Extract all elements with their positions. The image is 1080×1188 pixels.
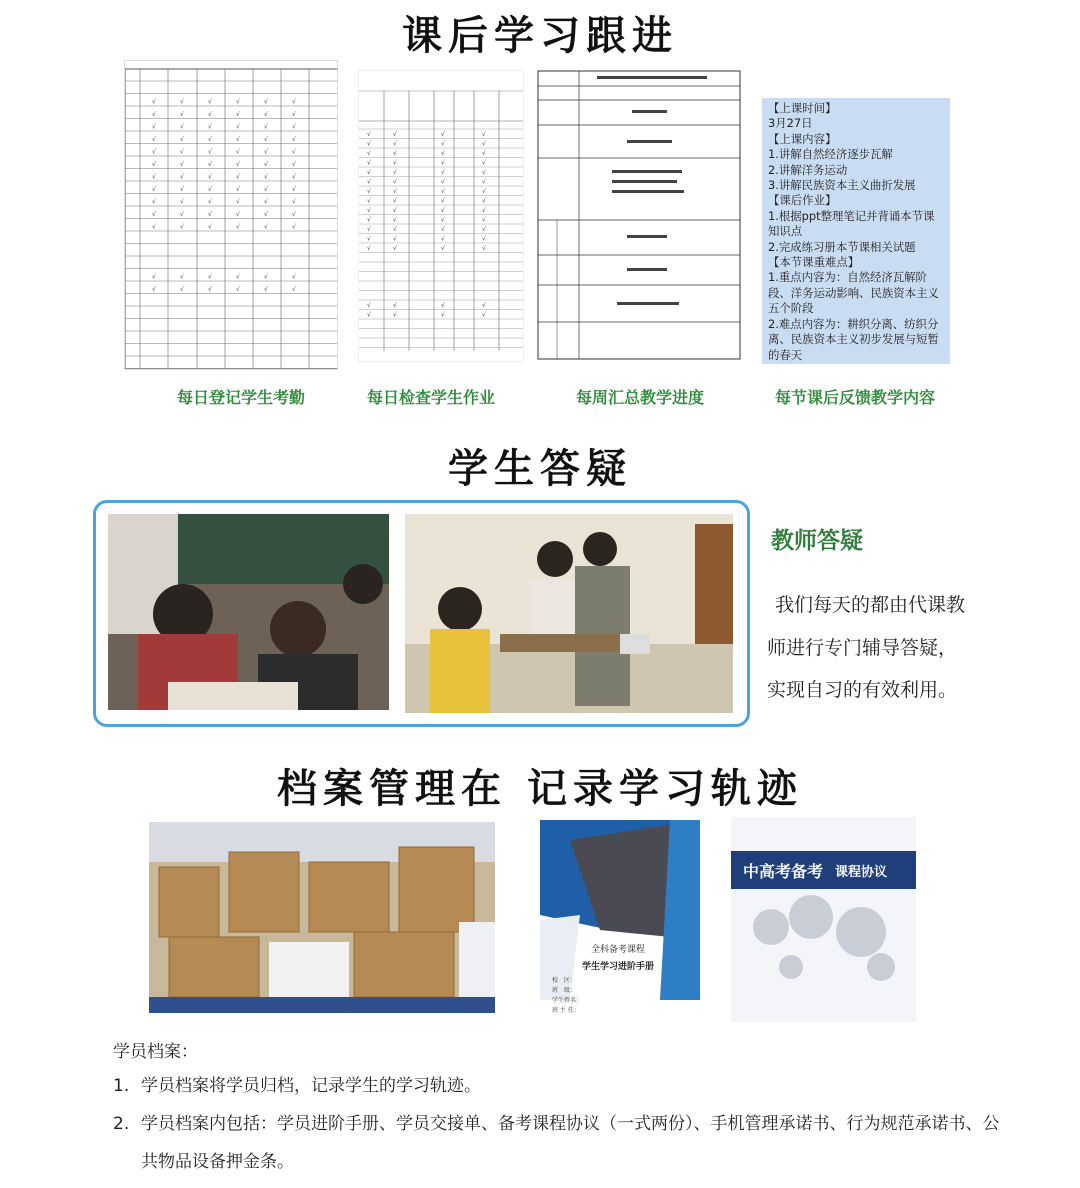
caption-feedback: 每节课后反馈教学内容 — [774, 388, 935, 407]
svg-text:√: √ — [482, 178, 486, 186]
svg-text:√: √ — [292, 273, 296, 281]
handbook-fields — [552, 976, 582, 1016]
classroom-photo-right — [405, 514, 733, 713]
svg-text:√: √ — [180, 161, 184, 168]
svg-text:√: √ — [180, 286, 184, 293]
caption-progress: 每周汇总教学进度 — [575, 388, 704, 407]
svg-text:√: √ — [393, 226, 397, 233]
svg-text:√: √ — [236, 186, 240, 193]
svg-text:√: √ — [236, 211, 240, 218]
svg-text:√: √ — [482, 131, 486, 138]
svg-text:√: √ — [482, 159, 486, 167]
svg-text:√: √ — [264, 186, 268, 193]
svg-text:√: √ — [208, 98, 212, 106]
svg-text:√: √ — [367, 245, 371, 252]
archive-section-title: 档案管理在 记录学习轨迹 — [277, 766, 803, 812]
list-item — [113, 1105, 1013, 1181]
svg-text:√: √ — [208, 286, 212, 293]
svg-text:√: √ — [264, 111, 268, 118]
svg-text:√: √ — [482, 188, 486, 195]
note-line: 【上课内容】 — [768, 131, 837, 146]
svg-text:√: √ — [441, 150, 445, 157]
svg-text:√: √ — [264, 173, 268, 181]
svg-text:√: √ — [208, 123, 212, 131]
svg-text:√: √ — [264, 286, 268, 293]
svg-text:√: √ — [180, 186, 184, 193]
agreement-title-sub: 课程协议 — [835, 865, 888, 880]
svg-text:√: √ — [152, 123, 156, 131]
svg-text:√: √ — [264, 198, 268, 206]
note-line: 1.讲解自然经济逐步瓦解 — [768, 147, 893, 162]
list-number: 1. — [113, 1076, 130, 1096]
svg-text:√: √ — [441, 140, 445, 148]
svg-text:√: √ — [180, 273, 184, 281]
svg-text:√: √ — [152, 161, 156, 168]
svg-text:√: √ — [208, 198, 212, 206]
svg-text:√: √ — [292, 123, 296, 131]
svg-text:√: √ — [482, 150, 486, 157]
note-line: 2.完成练习册本节课相关试题 — [768, 239, 916, 254]
svg-text:√: √ — [152, 223, 156, 231]
svg-text:√: √ — [367, 311, 371, 319]
svg-text:√: √ — [441, 245, 445, 252]
svg-text:√: √ — [441, 311, 445, 319]
svg-text:√: √ — [367, 216, 371, 224]
svg-text:√: √ — [393, 207, 397, 214]
svg-text:√: √ — [180, 223, 184, 231]
list-item — [113, 1067, 1013, 1105]
svg-text:√: √ — [292, 173, 296, 181]
caption-homework: 每日检查学生作业 — [366, 388, 495, 407]
qa-description — [767, 584, 997, 712]
homework-sheet-image — [358, 70, 524, 362]
svg-text:√: √ — [264, 148, 268, 156]
note-line: 3月27日 — [768, 116, 813, 131]
qa-heading: 教师答疑 — [771, 528, 863, 554]
svg-text:√: √ — [208, 148, 212, 156]
svg-text:√: √ — [393, 216, 397, 224]
handbook-field: 校 区： — [552, 977, 577, 984]
svg-text:√: √ — [236, 286, 240, 293]
svg-text:√: √ — [441, 197, 445, 205]
svg-text:√: √ — [482, 216, 486, 224]
note-line: 1.根据ppt整理笔记并背诵本节课知识点 — [768, 208, 935, 239]
svg-text:√: √ — [441, 169, 445, 176]
svg-text:√: √ — [152, 136, 156, 143]
note-line: 2.讲解洋务运动 — [768, 162, 848, 177]
svg-text:√: √ — [292, 136, 296, 143]
svg-text:√: √ — [208, 173, 212, 181]
archive-label: 学员档案： — [113, 1042, 198, 1062]
svg-text:√: √ — [152, 173, 156, 181]
svg-text:√: √ — [152, 273, 156, 281]
attendance-sheet-image — [124, 60, 338, 370]
svg-text:√: √ — [152, 211, 156, 218]
svg-text:√: √ — [393, 169, 397, 176]
svg-text:√: √ — [208, 211, 212, 218]
svg-text:√: √ — [236, 148, 240, 156]
caption-attendance: 每日登记学生考勤 — [176, 388, 305, 407]
svg-text:√: √ — [292, 186, 296, 193]
svg-text:√: √ — [236, 161, 240, 168]
qa-line: 师进行专门辅导答疑， — [767, 636, 958, 659]
svg-text:√: √ — [208, 161, 212, 168]
svg-text:√: √ — [367, 302, 371, 309]
svg-text:√: √ — [208, 136, 212, 143]
svg-text:√: √ — [393, 188, 397, 195]
svg-text:√: √ — [393, 140, 397, 148]
svg-text:√: √ — [236, 111, 240, 118]
svg-text:√: √ — [292, 111, 296, 118]
svg-text:√: √ — [180, 136, 184, 143]
note-line: 2.难点内容为：耕织分离、纺织分离、民族资本主义初步发展与短暂的春天 — [768, 316, 939, 362]
svg-text:√: √ — [152, 286, 156, 293]
list-number: 2. — [113, 1114, 130, 1134]
svg-text:√: √ — [292, 98, 296, 106]
svg-text:√: √ — [482, 235, 486, 243]
svg-text:√: √ — [264, 273, 268, 281]
handbook-field: 班 主 任： — [552, 1007, 580, 1014]
svg-text:√: √ — [208, 273, 212, 281]
svg-text:√: √ — [367, 140, 371, 148]
svg-text:√: √ — [367, 197, 371, 205]
svg-text:√: √ — [236, 98, 240, 106]
svg-text:√: √ — [180, 98, 184, 106]
svg-text:√: √ — [264, 98, 268, 106]
svg-text:√: √ — [393, 302, 397, 309]
svg-text:√: √ — [441, 235, 445, 243]
svg-text:√: √ — [393, 245, 397, 252]
svg-text:√: √ — [393, 235, 397, 243]
svg-text:√: √ — [152, 111, 156, 118]
svg-text:√: √ — [441, 207, 445, 214]
followup-section-title: 课后学习跟进 — [402, 13, 678, 59]
svg-text:√: √ — [367, 178, 371, 186]
svg-text:√: √ — [292, 223, 296, 231]
svg-text:√: √ — [393, 150, 397, 157]
svg-text:√: √ — [292, 161, 296, 168]
svg-text:√: √ — [367, 188, 371, 195]
svg-text:√: √ — [441, 216, 445, 224]
svg-text:√: √ — [393, 311, 397, 319]
svg-text:√: √ — [180, 198, 184, 206]
svg-text:√: √ — [180, 148, 184, 156]
svg-text:√: √ — [180, 173, 184, 181]
svg-text:√: √ — [236, 223, 240, 231]
svg-text:√: √ — [367, 150, 371, 157]
classroom-photo-left — [108, 514, 389, 710]
svg-text:√: √ — [180, 111, 184, 118]
svg-text:√: √ — [208, 186, 212, 193]
qa-line: 实现自习的有效利用。 — [767, 679, 958, 701]
svg-text:√: √ — [292, 286, 296, 293]
note-line: 【上课时间】 — [768, 101, 837, 115]
svg-text:√: √ — [264, 161, 268, 168]
handbook-field: 班 级： — [552, 987, 577, 994]
note-line: 1.重点内容为：自然经济瓦解阶段、洋务运动影响、民族资本主义五个阶段 — [768, 270, 939, 316]
svg-text:√: √ — [367, 207, 371, 214]
qa-section-title: 学生答疑 — [448, 446, 632, 492]
svg-text:√: √ — [393, 197, 397, 205]
svg-text:√: √ — [367, 226, 371, 233]
svg-text:√: √ — [264, 211, 268, 218]
handbook-field: 学生姓名： — [552, 997, 583, 1004]
svg-text:√: √ — [264, 136, 268, 143]
handbook-title: 全科备考课程 — [590, 945, 645, 955]
svg-text:√: √ — [180, 211, 184, 218]
list-text: 学员档案将学员归档，记录学生的学习轨迹。 — [141, 1076, 481, 1096]
svg-text:√: √ — [482, 169, 486, 176]
handbook-subtitle: 学生学习进阶手册 — [581, 962, 654, 972]
svg-text:√: √ — [393, 131, 397, 138]
student-handbook-cover — [540, 820, 700, 1020]
course-agreement-cover — [731, 817, 916, 1022]
svg-text:√: √ — [441, 131, 445, 138]
svg-text:√: √ — [152, 98, 156, 106]
svg-text:√: √ — [367, 169, 371, 176]
svg-text:√: √ — [292, 211, 296, 218]
svg-text:√: √ — [236, 198, 240, 206]
svg-text:√: √ — [482, 302, 486, 309]
svg-text:√: √ — [152, 198, 156, 206]
svg-text:√: √ — [264, 223, 268, 231]
feedback-note — [762, 98, 950, 364]
svg-text:√: √ — [482, 311, 486, 319]
svg-text:√: √ — [441, 226, 445, 233]
note-line: 【课后作业】 — [768, 193, 837, 208]
svg-text:√: √ — [236, 123, 240, 131]
svg-text:√: √ — [292, 148, 296, 156]
svg-text:√: √ — [441, 159, 445, 167]
svg-text:√: √ — [441, 302, 445, 309]
svg-text:√: √ — [152, 148, 156, 156]
svg-text:√: √ — [208, 223, 212, 231]
svg-text:√: √ — [180, 123, 184, 131]
svg-text:√: √ — [441, 188, 445, 195]
svg-text:√: √ — [208, 111, 212, 118]
svg-text:√: √ — [367, 131, 371, 138]
note-line: 【本节课重难点】 — [768, 255, 860, 270]
svg-text:√: √ — [292, 198, 296, 206]
list-text: 学员档案内包括：学员进阶手册、学员交接单、备考课程协议（一式两份）、手机管理承诺书、行为规范承诺书、公共物品设备押金条。 — [141, 1114, 1000, 1172]
svg-text:√: √ — [482, 226, 486, 233]
svg-text:√: √ — [367, 159, 371, 167]
archive-folders-photo — [149, 822, 495, 1013]
agreement-title-main: 中高考备考 — [743, 862, 824, 881]
archive-list — [113, 1067, 1013, 1181]
svg-text:√: √ — [236, 136, 240, 143]
svg-text:√: √ — [152, 186, 156, 193]
qa-line: 我们每天的都由代课教 — [775, 594, 966, 616]
svg-text:√: √ — [236, 273, 240, 281]
svg-text:√: √ — [236, 173, 240, 181]
svg-text:√: √ — [393, 178, 397, 186]
svg-text:√: √ — [482, 197, 486, 205]
svg-text:√: √ — [482, 245, 486, 252]
note-line: 3.讲解民族资本主义曲折发展 — [768, 178, 916, 193]
svg-text:√: √ — [441, 178, 445, 186]
svg-text:√: √ — [482, 140, 486, 148]
svg-text:√: √ — [482, 207, 486, 214]
svg-text:√: √ — [264, 123, 268, 131]
progress-sheet-image — [537, 70, 741, 360]
svg-text:√: √ — [367, 235, 371, 243]
svg-text:√: √ — [393, 159, 397, 167]
